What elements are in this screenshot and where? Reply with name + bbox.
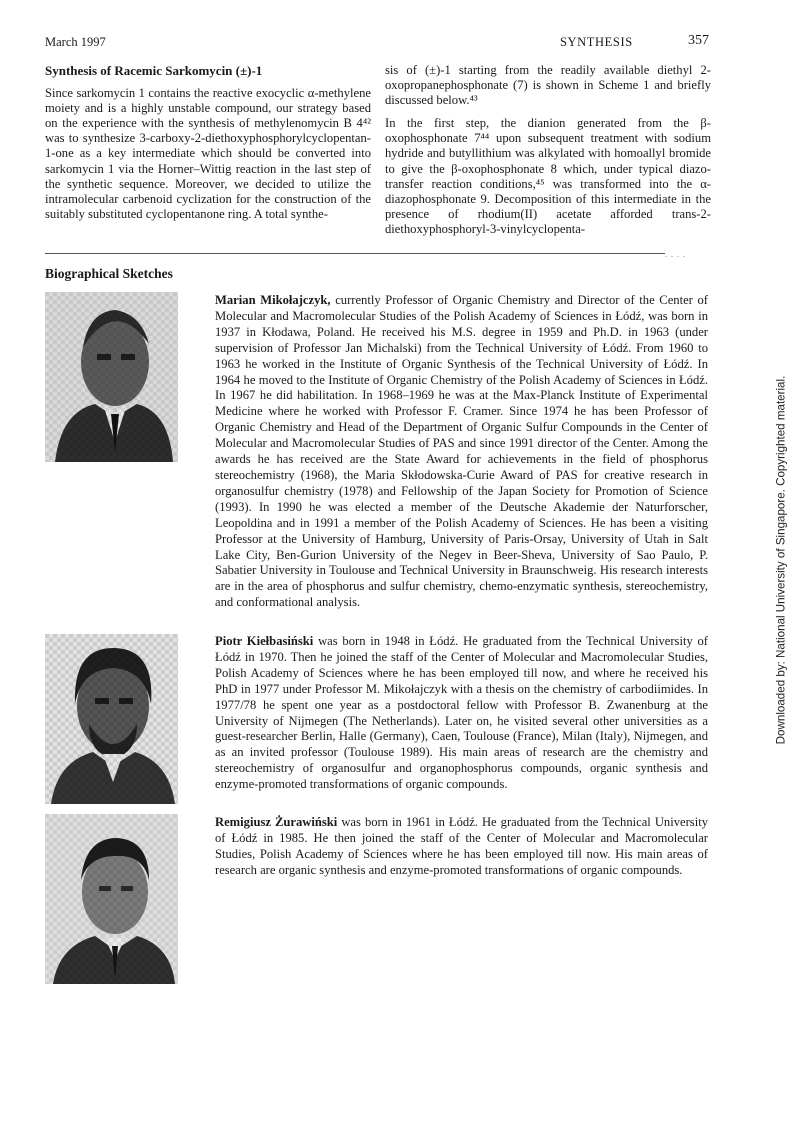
bio-name-zurawinski: Remigiusz Żurawiński — [215, 815, 338, 829]
portrait-photo-zurawinski — [45, 814, 178, 984]
article-left-column — [45, 63, 371, 222]
article-left-text: Since sarkomycin 1 contains the reactive exocyclic α-methylene moiety and is a highly unstable compound, our strategy based on the experience with the synthesis of methylenomycin B 4⁴² was to synthesize 3-carboxy-2-diethoxyphosphorylcyclopentan-1-one as a key intermediate which should be converted into sarkomycin 1 via the Horner–Wittig reaction in the last step of the synthetic sequence. Moreover, we decided to utilize the intramolecular carbenoid cyclization for the construction of the suitably substituted cyclopentanone ring. A total synthe- — [45, 86, 371, 221]
header-page-number: 357 — [688, 33, 709, 48]
bio-text-zurawinski: was born in 1961 in Łódź. He graduated from the Technical University of Łódź in 1985. He then joined the staff of the Center of Molecular and Macromolecular Studies, Polish Academy of Sciences where he has been employed till now. His main areas of research are organic synthesis and enzyme-promoted transformations of organic compounds. — [215, 815, 709, 877]
bio-text-kielbasinski: was born in 1948 in Łódź. He graduated from the Technical University of Łódź in 1970. Then he joined the staff of the Center of Molecular and Macromolecular Studies, Polish Academy of Sciences where he has been employed till now, and where he received his PhD in 1977 under Professor M. Mikołajczyk with a thesis on the chemistry of carbodiimides. In 1977/78 he spent one year as a postdoctoral fellow with Professor B. Zwanenburg at the University of Nijmegen (The Netherlands). Later on, he visited several other universities as a guest-researcher Berlin, Halle (Germany), Caen, Toulouse (France), Milan (Italy), Nijmegen, and as an invited professor (Toulouse 1989). His main areas of research are the chemistry and stereochemistry of organosulfur and organophosphorus compounds, organic synthesis and enzyme-promoted transformations of organic compounds. — [215, 634, 708, 792]
bio-zurawinski — [215, 815, 708, 879]
biographical-sketches-title: Biographical Sketches — [45, 266, 173, 281]
header-date: March 1997 — [45, 35, 106, 49]
bio-name-mikolajczyk: Marian Mikołajczyk, — [215, 293, 331, 307]
portrait-photo-mikolajczyk — [45, 292, 178, 462]
portrait-photo-kielbasinski — [45, 634, 178, 804]
section-divider — [45, 253, 665, 254]
article-right-para-2: In the first step, the dianion generated from the β-oxophosphonate 7⁴⁴ upon subsequent treatment with sodium hydride and butyllithium was alkylated with homoallyl bromide to give the β-oxophosphonate 8 which, under typical diazo-transfer reaction conditions,⁴⁵ was transformed into the α-diazophosphonate 9. Decomposition of this intermediate in the presence of rhodium(II) acetate afforded trans-2-diethoxyphosphoryl-3-vinylcyclopenta- — [385, 116, 711, 236]
download-watermark: Downloaded by: National University of Singapore. Copyrighted material. — [774, 375, 788, 745]
article-heading: Synthesis of Racemic Sarkomycin (±)-1 — [45, 63, 263, 78]
header-journal: SYNTHESIS — [560, 35, 633, 49]
article-right-para-1: sis of (±)-1 starting from the readily available diethyl 2-oxopropanephosphonate (7) is shown in Scheme 1 and briefly discussed below.⁴³ — [385, 63, 711, 108]
bio-kielbasinski — [215, 634, 708, 793]
divider-dots: . . . . — [665, 250, 686, 259]
bio-mikolajczyk — [215, 293, 708, 611]
article-right-column — [385, 63, 711, 237]
bio-name-kielbasinski: Piotr Kiełbasiński — [215, 634, 314, 648]
bio-text-mikolajczyk: currently Professor of Organic Chemistry and Director of the Center of Molecular and Macromolecular Studies of the Polish Academy of Sciences in Łódź, was born in 1937 in Kłodawa, Poland. He received his M.S. degree in 1959 and Ph.D. in 1963 (under supervision of Professor Jan Michalski) from the Technical University of Łódź. From 1960 to 1963 he worked in the Institute of Organic Synthesis of the Technical University of Łódź. In 1964 he moved to the Institute of Organic Chemistry of the Polish Academy of Sciences in Łódź. In 1967 he did habilitation. In 1968–1969 he was at the Max-Planck Institute of Experimental Medicine where he worked with Professor F. Cramer. Since 1974 he has been Professor of Organic Chemistry and Head of the Department of Organic Sulfur Compounds in the Center of Molecular and Macromolecular Studies of PAS and since 1991 director of the Center. Among the awards he has received are the State Award for achievements in the field of phosphorus stereochemistry (1968), the Maria Skłodowska-Curie Award of PAS for creative research in organosulfur chemistry (1978) and Fellowship of the Japan Society for Promotion of Science (1993). In 1990 he was elected a member of the Deutsche Akademie der Naturforscher, Leopoldina and in 1991 a member of the Polish Academy of Sciences. He has been a visiting Professor at the University of Hamburg, University of Paris-Orsay, University of Utah in Salt Lake City, Ben-Gurion University of the Negev in Beer-Sheva, University of Sao Paulo, P. Sabatier University in Toulouse and Technical University in Braunschweig. His research interests are in the area of phosphorus and sulfur chemistry, chemo-enzymatic synthesis, stereochemistry, and conformational analysis. — [215, 293, 709, 610]
